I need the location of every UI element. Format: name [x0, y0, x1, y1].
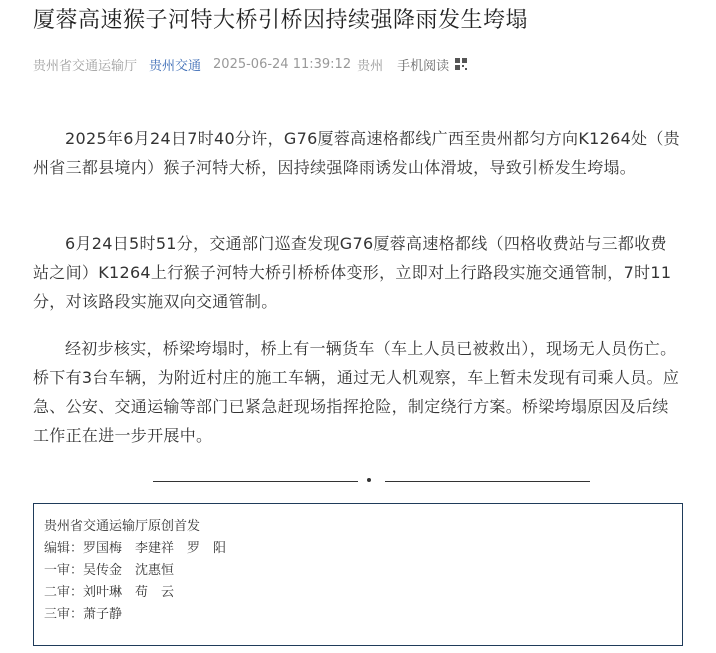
paragraph-3: 经初步核实，桥梁垮塌时，桥上有一辆货车（车上人员已被救出），现场无人员伤亡。桥下有3台车辆，为附近村庄的施工车辆，通过无人机观察，车上暂未发现有司乘人员。应急、公安、交通运输等部门已紧急赶现场指挥抢险，制定绕行方案。桥梁垮塌原因及后续工作正在进一步开展中。	[33, 339, 680, 445]
divider-right	[385, 481, 590, 482]
credit-review-1	[44, 560, 672, 582]
article-meta	[33, 54, 693, 74]
credit-review-2	[44, 582, 672, 604]
review2-names: 刘叶琳 苟 云	[83, 585, 175, 600]
credits-box	[33, 503, 683, 646]
location: 贵州	[357, 58, 384, 74]
credit-origin: 贵州省交通运输厅原创首发	[44, 519, 201, 534]
account-link[interactable]: 贵州交通	[149, 58, 202, 74]
source-name: 贵州省交通运输厅	[33, 58, 138, 74]
paragraph-2: 6月24日5时51分，交通部门巡查发现G76厦蓉高速格都线（四格收费站与三都收费站之间）K1264上行猴子河特大桥引桥桥体变形，立即对上行路段实施交通管制，7时11分，对该路段实施双向交通管制。	[33, 234, 672, 311]
credit-editor	[44, 538, 672, 560]
credit-review-3	[44, 604, 672, 626]
review2-label: 二审：	[44, 585, 84, 600]
article-title: 厦蓉高速猴子河特大桥引桥因持续强降雨发生垮塌	[33, 8, 529, 33]
review3-label: 三审：	[44, 607, 84, 622]
review1-names: 吴传金 沈惠恒	[83, 563, 175, 578]
paragraph-1: 2025年6月24日7时40分许，G76厦蓉高速格都线广西至贵州都匀方向K1264处（贵州省三都县境内）猴子河特大桥，因持续强降雨诱发山体滑坡，导致引桥发生垮塌。	[33, 129, 680, 177]
review1-label: 一审：	[44, 563, 84, 578]
qr-code-icon[interactable]	[455, 58, 467, 70]
divider-dot	[367, 478, 371, 482]
mobile-read-link[interactable]: 手机阅读	[397, 58, 450, 74]
divider-left	[153, 481, 358, 482]
review3-names: 萧子静	[83, 607, 123, 622]
editor-names: 罗国梅 李建祥 罗 阳	[83, 541, 227, 556]
publish-time: 2025-06-24 11:39:12	[213, 56, 352, 72]
editor-label: 编辑：	[44, 541, 84, 556]
